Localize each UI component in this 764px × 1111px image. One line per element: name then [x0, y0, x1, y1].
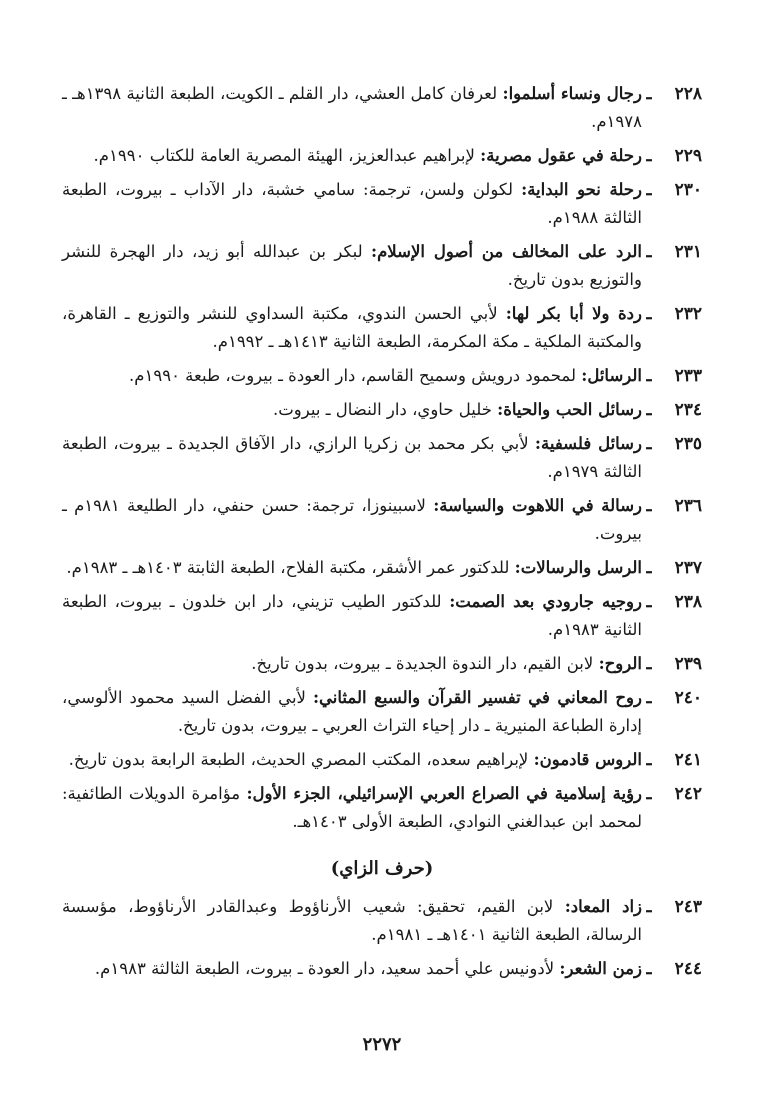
entry-title: رؤية إسلامية في الصراع العربي الإسرائيلي، الجزء الأول: — [246, 784, 642, 803]
entry-number: ٢٤٤ — [674, 959, 702, 979]
entry-text: لبكر بن عبدالله أبو زيد، دار الهجرة للنشر والتوزيع بدون تاريخ. — [62, 242, 642, 289]
bibliography-entry — [62, 396, 702, 424]
entry-text: لابن القيم، دار الندوة الجديدة ـ بيروت، بدون تاريخ. — [251, 654, 599, 673]
entry-dash: ـ — [646, 242, 652, 262]
entry-title: زاد المعاد: — [564, 897, 642, 916]
entry-title: زمن الشعر: — [559, 959, 642, 978]
bibliography-entry — [62, 893, 702, 949]
bibliography-entry — [62, 80, 702, 136]
entry-body — [62, 362, 642, 390]
entry-text: لعرفان كامل العشي، دار القلم ـ الكويت، الطبعة الثانية ١٣٩٨هـ ـ ١٩٧٨م. — [62, 84, 642, 131]
bibliography-entry — [62, 684, 702, 740]
entry-number: ٢٣٠ — [674, 180, 702, 200]
entry-number: ٢٣١ — [674, 242, 702, 262]
bibliography-entry — [62, 176, 702, 232]
entry-text: لاسبينوزا، ترجمة: حسن حنفي، دار الطليعة ١٩٨١م ـ بيروت. — [62, 496, 642, 543]
page-number: ٢٢٧٢ — [362, 1034, 402, 1055]
entry-text: لإبراهيم سعده، المكتب المصري الحديث، الطبعة الرابعة بدون تاريخ. — [68, 750, 534, 769]
bibliography-entry — [62, 238, 702, 294]
entry-dash: ـ — [646, 434, 652, 454]
entry-body — [62, 780, 642, 836]
entry-number: ٢٤١ — [674, 750, 702, 770]
entry-dash: ـ — [646, 304, 652, 324]
entry-number: ٢٤٠ — [674, 688, 702, 708]
entry-dash: ـ — [646, 84, 652, 104]
section-heading: (حرف الزاي) — [330, 858, 434, 879]
entry-body — [62, 955, 642, 983]
entry-number: ٢٤٣ — [674, 897, 702, 917]
entry-body — [62, 238, 642, 294]
entry-text: لكولن ولسن، ترجمة: سامي خشبة، دار الآداب ـ بيروت، الطبعة الثالثة ١٩٨٨م. — [62, 180, 642, 227]
entry-number: ٢٣٧ — [674, 558, 702, 578]
entry-text: لإبراهيم عبدالعزيز، الهيئة المصرية العامة للكتاب ١٩٩٠م. — [93, 146, 481, 165]
entry-dash: ـ — [646, 654, 652, 674]
entry-text: لأبي الحسن الندوي، مكتبة السداوي للنشر والتوزيع ـ القاهرة، والمكتبة الملكية ـ مكة المكرمة، الطبعة الثانية ١٤١٣هـ ـ ١٩٩٢م. — [62, 304, 642, 351]
entry-body — [62, 142, 642, 170]
bibliography-entry — [62, 300, 702, 356]
bibliography-entry — [62, 142, 702, 170]
entry-text: لأدونيس علي أحمد سعيد، دار العودة ـ بيروت، الطبعة الثالثة ١٩٨٣م. — [94, 959, 560, 978]
entry-text: للدكتور عمر الأشقر، مكتبة الفلاح، الطبعة الثابتة ١٤٠٣هـ ـ ١٩٨٣م. — [66, 558, 515, 577]
entry-title: رحلة في عقول مصرية: — [480, 146, 642, 165]
entry-text: لأبي الفضل السيد محمود الألوسي، إدارة الطباعة المنيرية ـ دار إحياء التراث العربي ـ بيروت، بدون تاريخ. — [62, 688, 642, 735]
entry-title: رجال ونساء أسلموا: — [502, 84, 642, 103]
entry-title: ردة ولا أبا بكر لها: — [505, 304, 642, 323]
entry-dash: ـ — [646, 897, 652, 917]
bibliography-entry — [62, 492, 702, 548]
bibliography-entry — [62, 955, 702, 983]
entry-number: ٢٣٣ — [674, 366, 702, 386]
entry-body — [62, 176, 642, 232]
entry-dash: ـ — [646, 496, 652, 516]
entry-body — [62, 430, 642, 486]
entry-title: الروس قادمون: — [533, 750, 642, 769]
entry-body — [62, 746, 642, 774]
entry-dash: ـ — [646, 959, 652, 979]
entry-text: لمحمود درويش وسميح القاسم، دار العودة ـ بيروت، طبعة ١٩٩٠م. — [129, 366, 582, 385]
bibliography-entry — [62, 362, 702, 390]
bibliography-entry — [62, 746, 702, 774]
entry-title: رحلة نحو البداية: — [521, 180, 642, 199]
entry-title: الروح: — [598, 654, 642, 673]
entry-body — [62, 650, 642, 678]
entry-number: ٢٣٤ — [674, 400, 702, 420]
entry-text: مؤامرة الدويلات الطائفية: لمحمد ابن عبدالغني النوادي، الطبعة الأولى ١٤٠٣هـ. — [62, 784, 642, 831]
entry-title: رسائل فلسفية: — [534, 434, 642, 453]
entry-number: ٢٣٥ — [674, 434, 702, 454]
entry-body — [62, 80, 642, 136]
entry-dash: ـ — [646, 784, 652, 804]
bibliography-entry — [62, 588, 702, 644]
entry-number: ٢٢٨ — [674, 84, 702, 104]
entry-body — [62, 684, 642, 740]
entry-body — [62, 554, 642, 582]
entry-dash: ـ — [646, 400, 652, 420]
entry-dash: ـ — [646, 558, 652, 578]
entry-dash: ـ — [646, 750, 652, 770]
entry-body — [62, 893, 642, 949]
entry-body — [62, 396, 642, 424]
entry-text: خليل حاوي، دار النضال ـ بيروت. — [273, 400, 498, 419]
entry-title: رسائل الحب والحياة: — [497, 400, 642, 419]
entry-number: ٢٤٢ — [674, 784, 702, 804]
entry-title: رسالة في اللاهوت والسياسة: — [433, 496, 643, 515]
entry-title: روح المعاني في تفسير القرآن والسبع المثاني: — [312, 688, 642, 707]
entry-number: ٢٢٩ — [674, 146, 702, 166]
entry-text: للدكتور الطيب تزيني، دار ابن خلدون ـ بيروت، الطبعة الثانية ١٩٨٣م. — [62, 592, 642, 639]
entry-title: روجيه جارودي بعد الصمت: — [449, 592, 642, 611]
entry-dash: ـ — [646, 688, 652, 708]
bibliography-entry — [62, 650, 702, 678]
entry-text: لابن القيم، تحقيق: شعيب الأرناؤوط وعبدالقادر الأرناؤوط، مؤسسة الرسالة، الطبعة الثانية ١٤٠١هـ ـ ١٩٨١م. — [62, 897, 642, 944]
entry-number: ٢٣٢ — [674, 304, 702, 324]
entry-dash: ـ — [646, 592, 652, 612]
entry-dash: ـ — [646, 146, 652, 166]
entry-number: ٢٣٦ — [674, 496, 702, 516]
entry-title: الرسل والرسالات: — [514, 558, 642, 577]
bibliography-entry — [62, 780, 702, 836]
entry-body — [62, 300, 642, 356]
entry-body — [62, 492, 642, 548]
entry-number: ٢٣٩ — [674, 654, 702, 674]
entry-title: الرسائل: — [581, 366, 642, 385]
bibliography-page — [62, 80, 702, 989]
entry-text: لأبي بكر محمد بن زكريا الرازي، دار الآفاق الجديدة ـ بيروت، الطبعة الثالثة ١٩٧٩م. — [62, 434, 642, 481]
bibliography-entry — [62, 430, 702, 486]
entry-dash: ـ — [646, 366, 652, 386]
entry-dash: ـ — [646, 180, 652, 200]
entry-number: ٢٣٨ — [674, 592, 702, 612]
entry-body — [62, 588, 642, 644]
bibliography-entry — [62, 554, 702, 582]
entry-title: الرد على المخالف من أصول الإسلام: — [371, 242, 643, 261]
